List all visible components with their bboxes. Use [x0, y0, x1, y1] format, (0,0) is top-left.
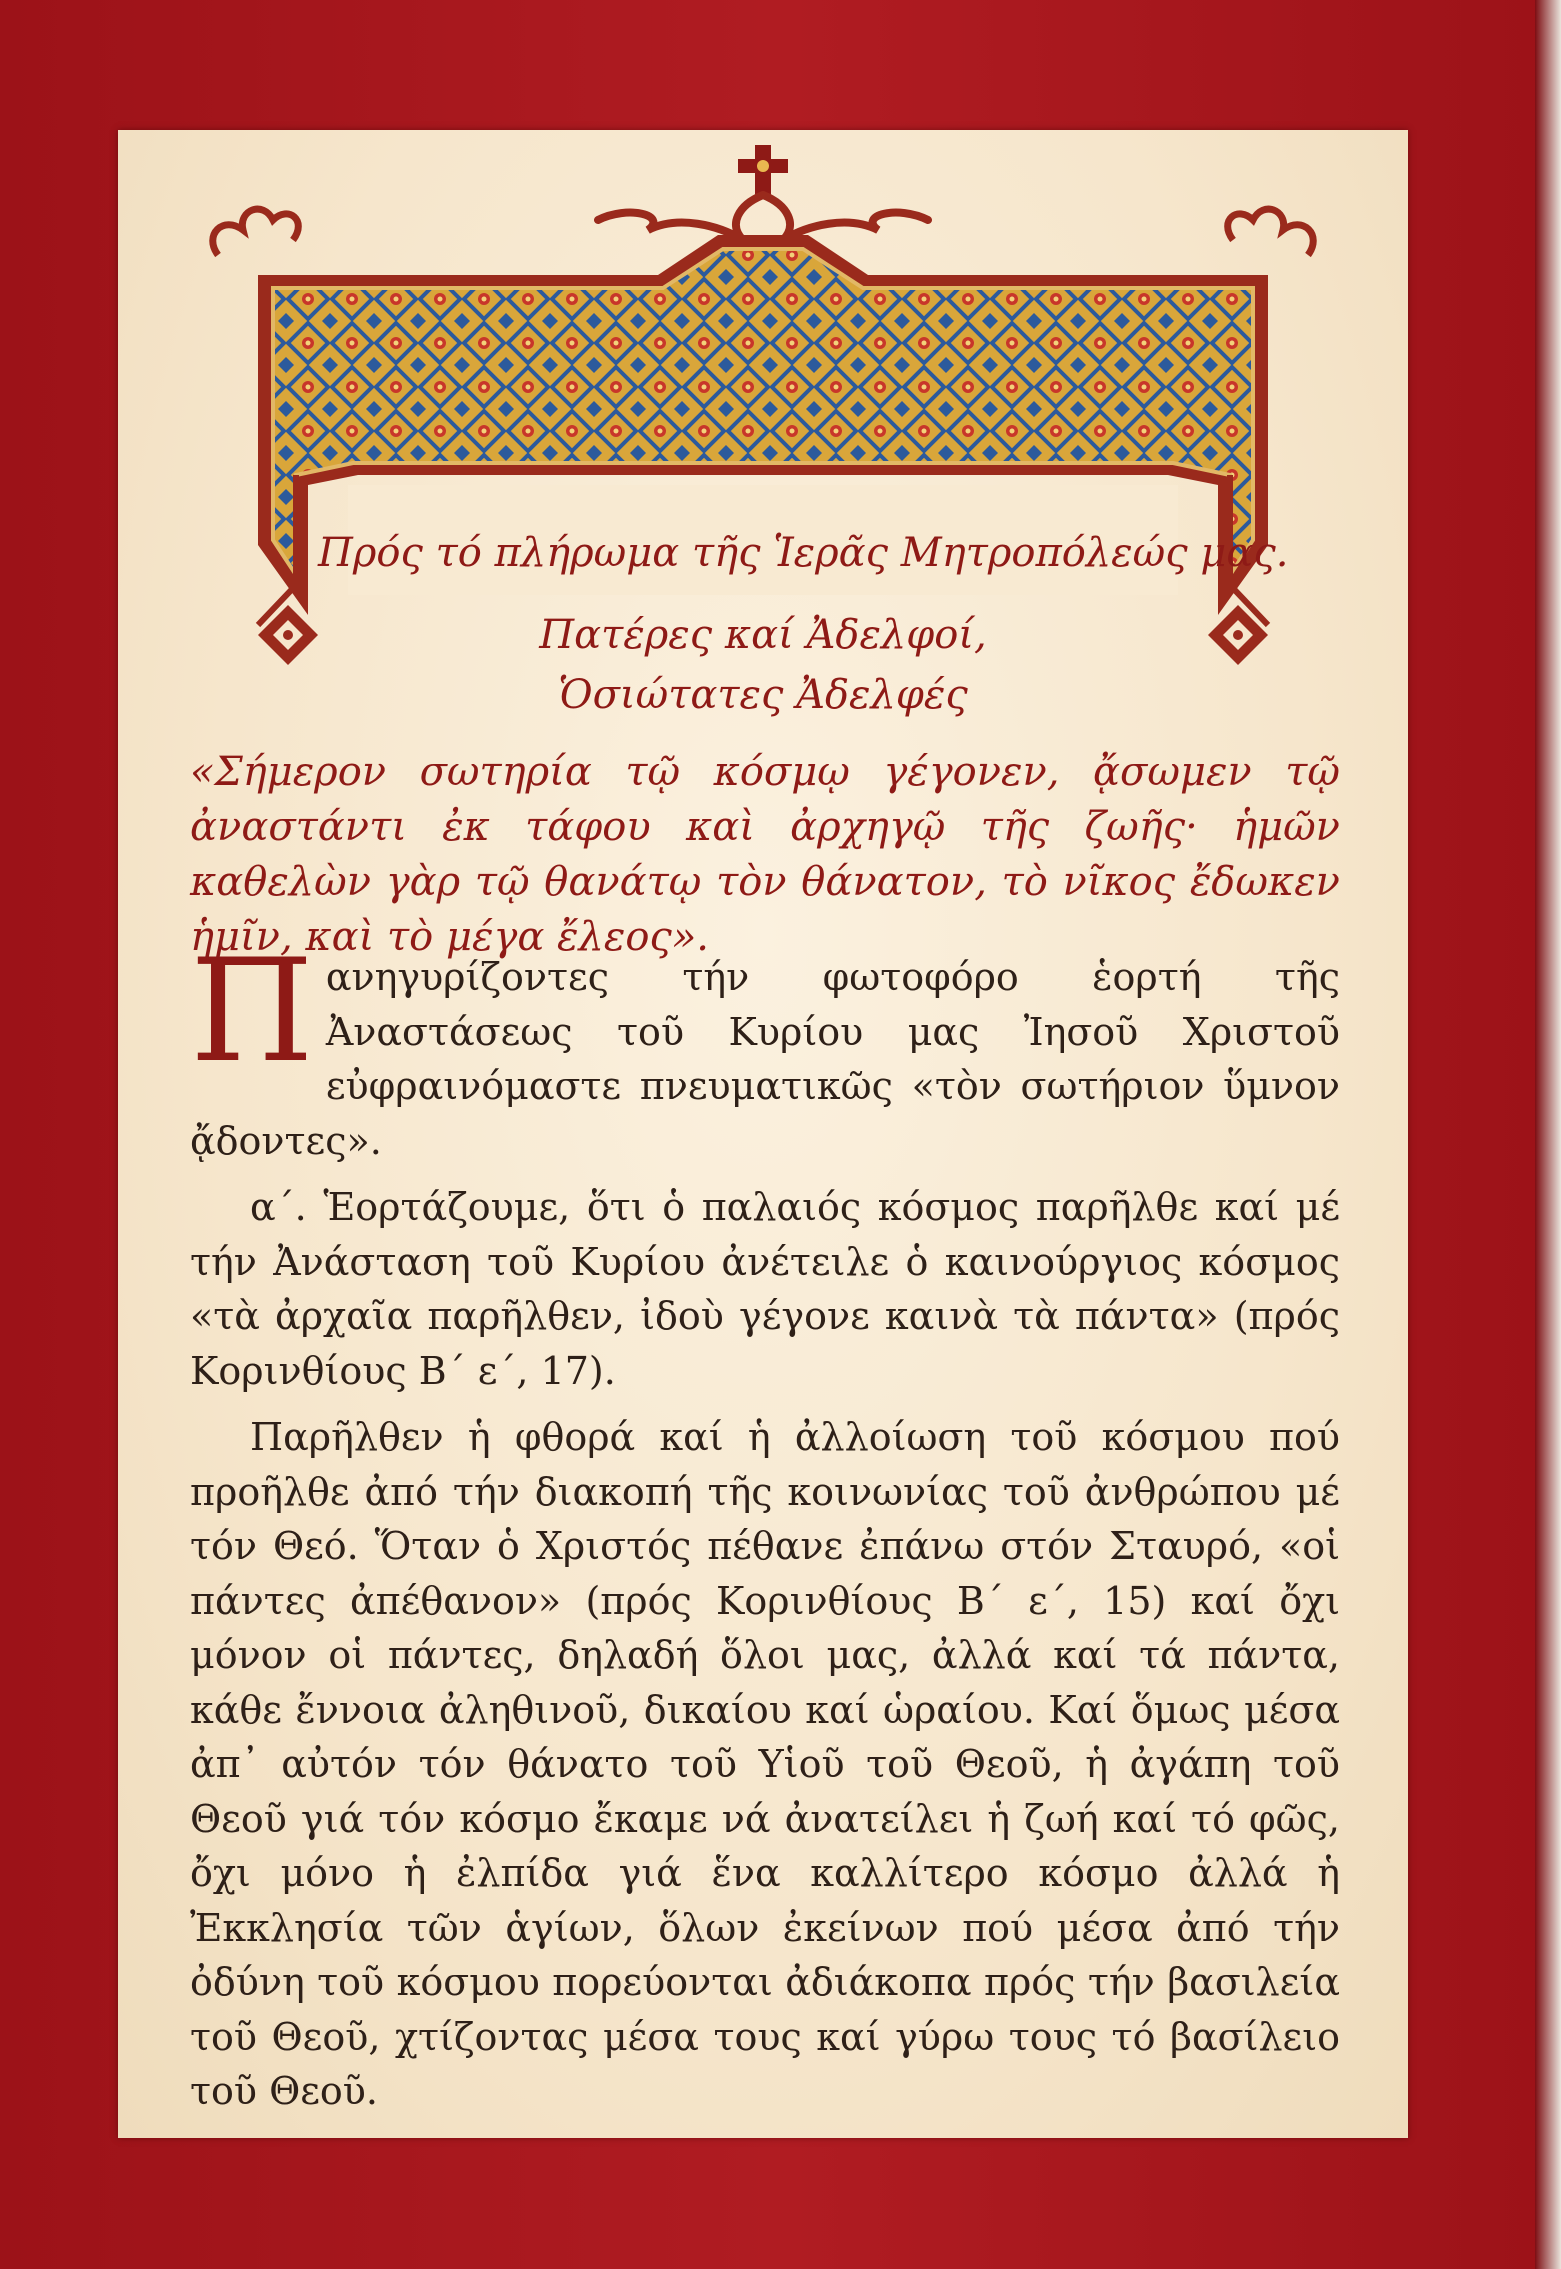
paragraph-3: Παρῆλθεν ἡ φθορά καί ἡ ἀλλοίωση τοῦ κόσμου πού προῆλθε ἀπό τήν διακοπή τῆς κοινωνίας τοῦ ἀνθρώπου μέ τόν Θεό. Ὅταν ὁ Χριστός πέθανε ἐπάνω στόν Σταυρό, «οἱ πάντες ἀπέθανον» (πρός Κορινθίους Β΄ ε΄, 15) καί ὄχι μόνον οἱ πάντες, δηλαδή ὅλοι μας, ἀλλά καί τά πάντα, κάθε ἔννοια ἀληθινοῦ, δικαίου καί ὡραίου. Καί ὅμως μέσα ἀπ᾿ αὐτόν τόν θάνατο τοῦ Υἱοῦ τοῦ Θεοῦ, ἡ ἀγάπη τοῦ Θεοῦ γιά τόν κόσμο ἔκαμε νά ἀνατείλει ἡ ζωή καί τό φῶς, ὄχι μόνο ἡ ἐλπίδα γιά ἕνα καλλίτερο κόσμο ἀλλά ἡ Ἐκκλησία τῶν ἁγίων, ὅλων ἐκείνων πού μέσα ἀπό τήν ὀδύνη τοῦ κόσμου πορεύονται ἀδιάκοπα πρός τήν βασιλεία τοῦ Θεοῦ, χτίζοντας μέσα τους καί γύρω τους τό βασίλειο τοῦ Θεοῦ. — [190, 1415, 1340, 2113]
page-edge — [1535, 0, 1561, 2269]
drop-cap: Π — [190, 929, 314, 1094]
letter-page — [118, 130, 1408, 2138]
byzantine-headpiece-ornament — [198, 145, 1328, 665]
greeting-heading: Πρός τό πλήρωμα τῆς Ἱερᾶς Μητροπόλεώς μας. — [318, 530, 1289, 576]
salutation-line-2: Ὁσιώτατες Ἀδελφές — [558, 672, 968, 718]
paragraph-1-text: ανηγυρίζοντες τήν φωτοφόρο ἑορτή τῆς Ἀναστάσεως τοῦ Κυρίου μας Ἰησοῦ Χριστοῦ εὐφραινόμαστε πνευματικῶς «τὸν σωτήριον ὕμνον ᾄδοντες». — [190, 955, 1340, 1163]
paschal-hymn-quote: «Σήμερον σωτηρία τῷ κόσμῳ γέγονεν, ᾄσωμεν τῷ ἀναστάντι ἐκ τάφου καὶ ἀρχηγῷ τῆς ζωῆς· ἡμῶν καθελὼν γὰρ τῷ θανάτῳ τὸν θάνατον, τὸ νῖκος ἔδωκεν ἡμῖν, καὶ τὸ μέγα ἔλεος». — [190, 749, 1340, 960]
letter-body — [190, 929, 1340, 2119]
salutation-line-1: Πατέρες καί Ἀδελφοί, — [539, 612, 987, 658]
paragraph-1 — [190, 929, 1340, 1168]
cross-icon — [738, 145, 788, 195]
paragraph-2: α΄. Ἑορτάζουμε, ὅτι ὁ παλαιός κόσμος παρῆλθε καί μέ τήν Ἀνάσταση τοῦ Κυρίου ἀνέτειλε ὁ καινούργιος κόσμος «τὰ ἀρχαῖα παρῆλθεν, ἰδοὺ γέγονε καινὰ τὰ πάντα» (πρός Κορινθίους Β΄ ε΄, 17). — [190, 1185, 1340, 1393]
